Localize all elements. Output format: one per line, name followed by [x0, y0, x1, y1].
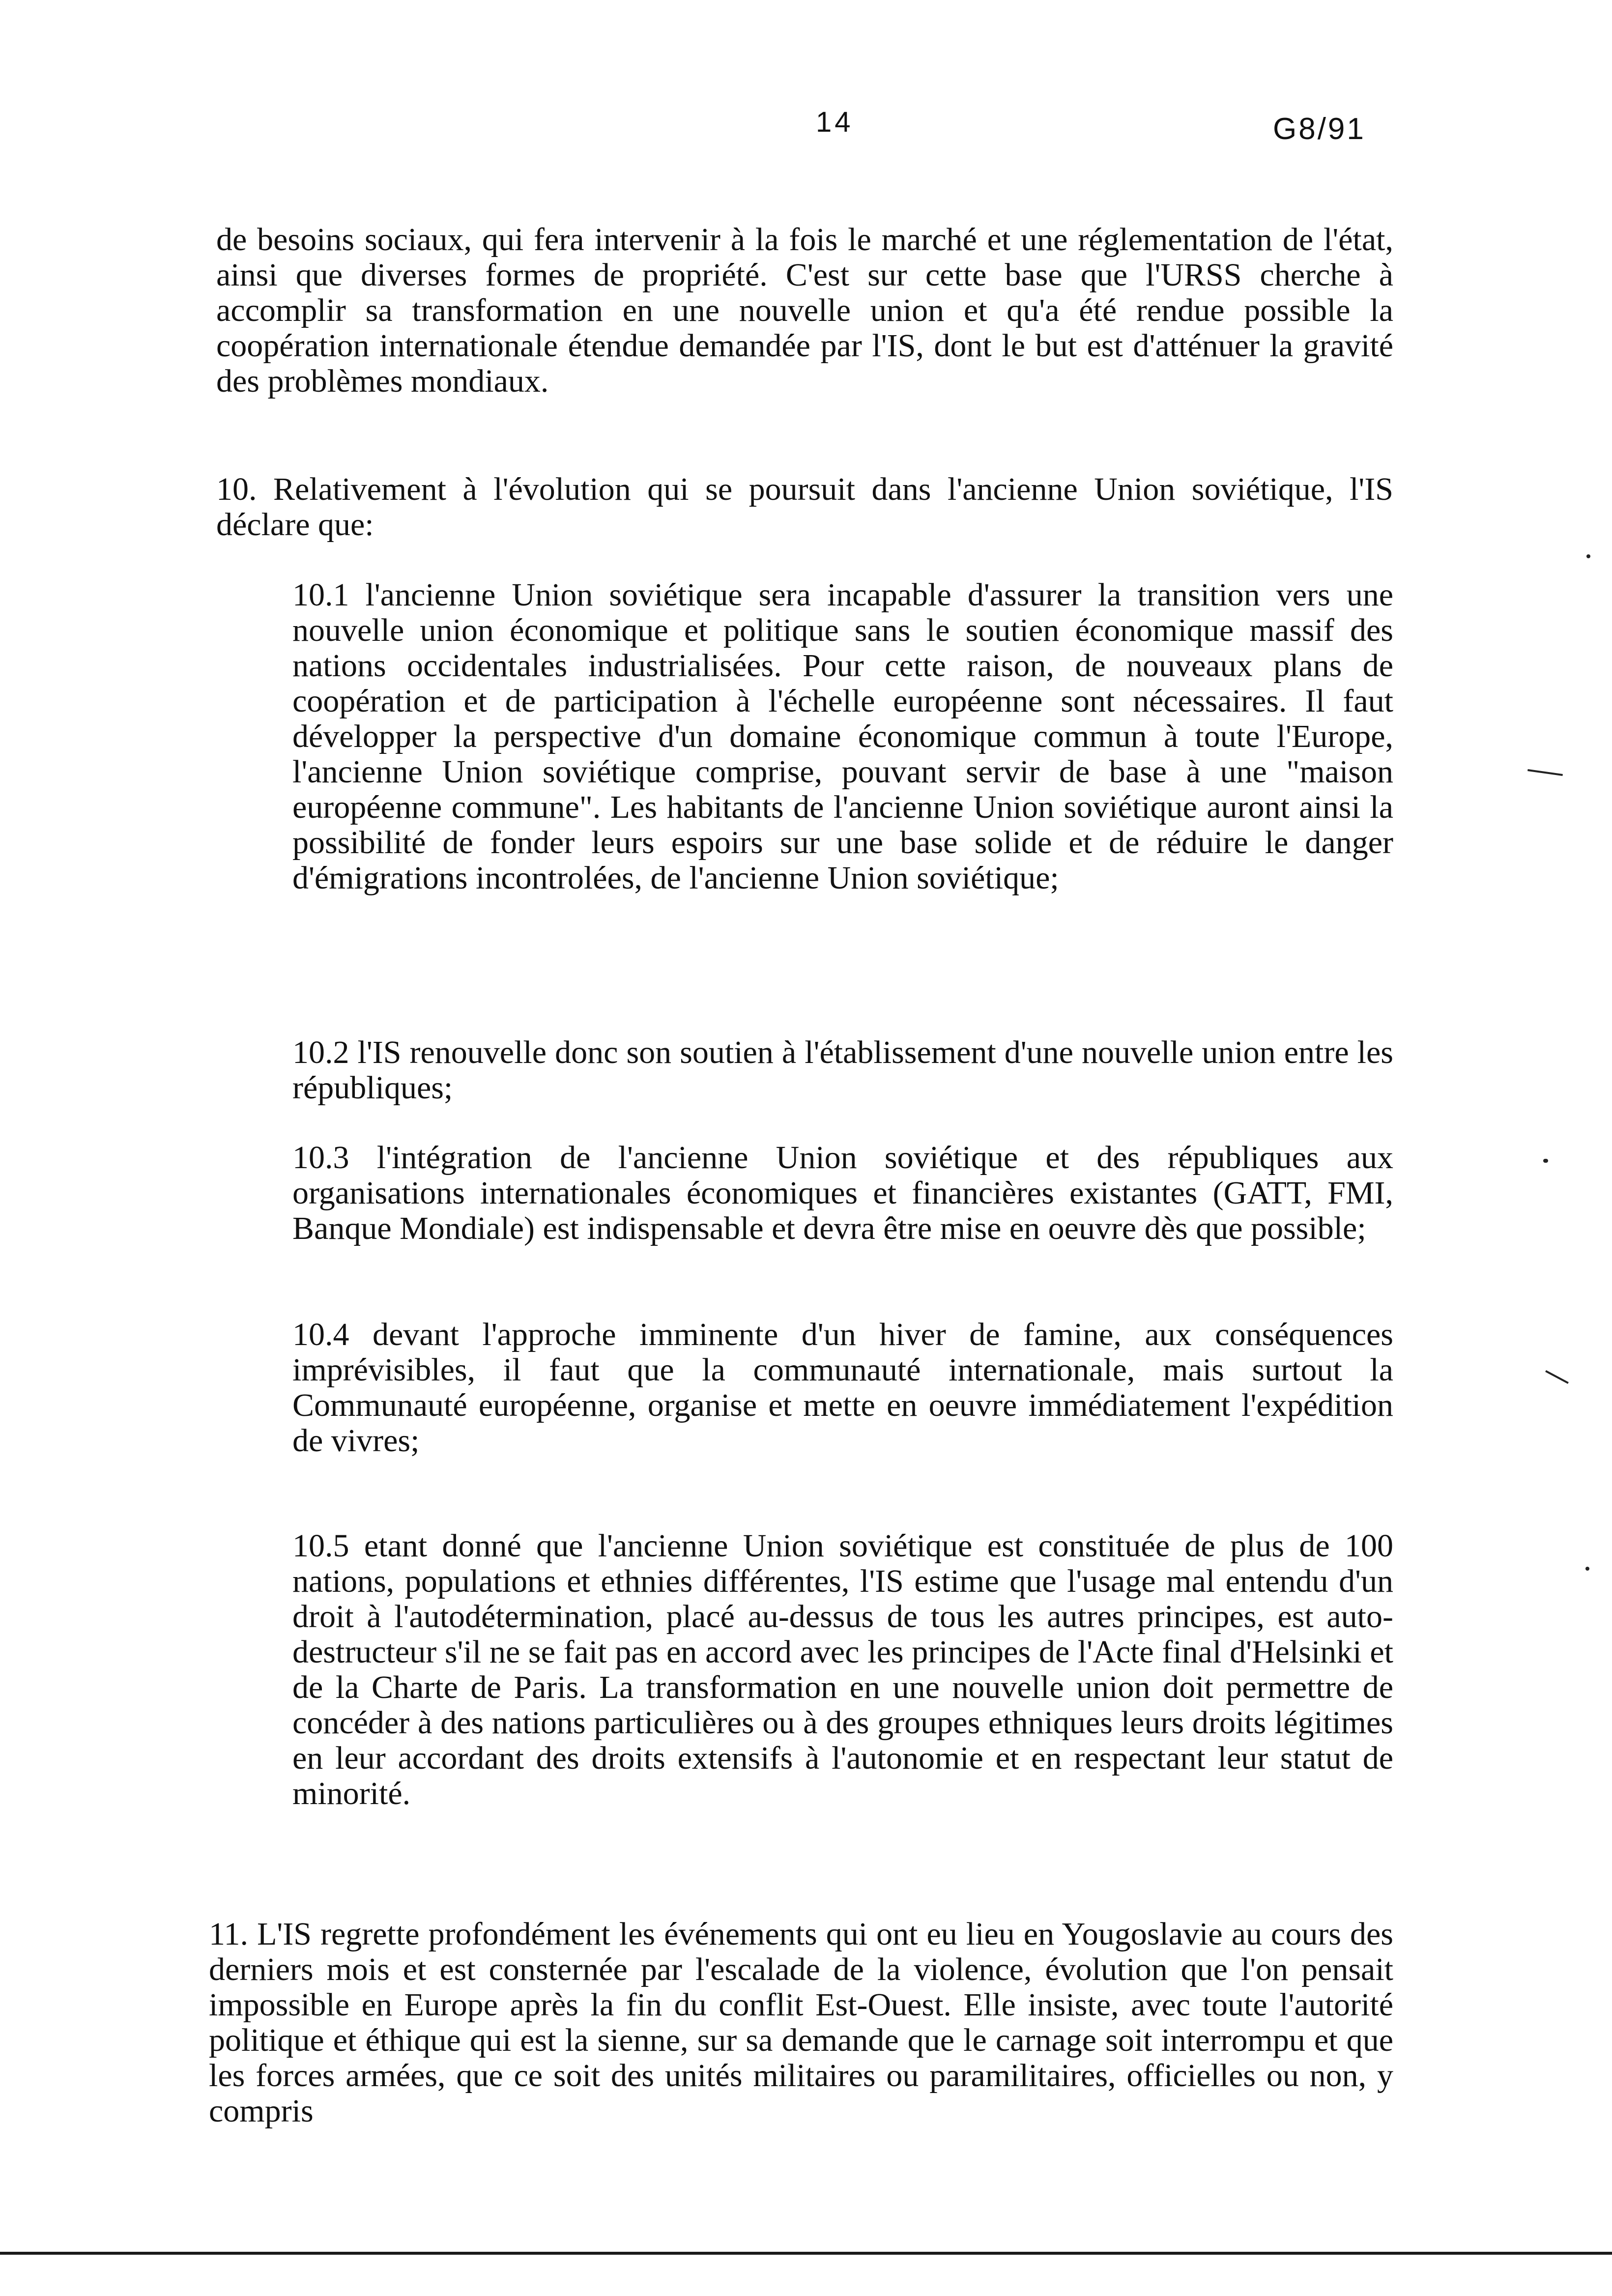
document-reference: G8/91 — [1273, 112, 1366, 146]
margin-mark — [1543, 1159, 1548, 1163]
paragraph-10-3: 10.3 l'intégration de l'ancienne Union soviétique et des républiques aux organisations internationales économiques et financières existantes (GATT, FMI, Banque Mondiale) est indispensable et devra être mise en oeuvre dès que possible; — [292, 1140, 1393, 1246]
bottom-rule — [0, 2252, 1612, 2255]
margin-mark — [1586, 554, 1590, 558]
paragraph-10-2: 10.2 l'IS renouvelle donc son soutien à l'établissement d'une nouvelle union entre les républiques; — [292, 1034, 1393, 1106]
margin-mark — [1545, 1370, 1569, 1384]
page-header — [0, 106, 1612, 150]
paragraph-10-4: 10.4 devant l'approche imminente d'un hiver de famine, aux conséquences imprévisibles, il faut que la communauté internationale, mais surtout la Communauté européenne, organise et mette en oeuvre immédiatement l'expédition de vivres; — [292, 1317, 1393, 1459]
page-number: 14 — [816, 106, 854, 138]
paragraph-10: 10. Relativement à l'évolution qui se poursuit dans l'ancienne Union soviétique, l'IS déclare que: — [216, 471, 1393, 543]
margin-mark — [1527, 769, 1563, 776]
margin-mark — [1585, 1567, 1589, 1571]
paragraph-10-1: 10.1 l'ancienne Union soviétique sera incapable d'assurer la transition vers une nouvelle union économique et politique sans le soutien économique massif des nations occidentales industrialisées. Pour cette raison, de nouveaux plans de coopération et de participation à l'échelle européenne sont nécessaires. Il faut développer la perspective d'un domaine économique commun à toute l'Europe, l'ancienne Union soviétique comprise, pouvant servir de base à une "maison européenne commune". Les habitants de l'ancienne Union soviétique auront ainsi la possibilité de fonder leurs espoirs sur une base solide et de réduire le danger d'émigrations incontrolées, de l'ancienne Union soviétique; — [292, 577, 1393, 896]
paragraph-11: 11. L'IS regrette profondément les événements qui ont eu lieu en Yougoslavie au cours des derniers mois et est consternée par l'escalade de la violence, évolution que l'on pensait impossible en Europe après la fin du conflit Est-Ouest. Elle insiste, avec toute l'autorité politique et éthique qui est la sienne, sur sa demande que le carnage soit interrompu et que les forces armées, que ce soit des unités militaires ou paramilitaires, officielles ou non, y compris — [209, 1916, 1393, 2129]
paragraph-10-5: 10.5 etant donné que l'ancienne Union soviétique est constituée de plus de 100 nations, populations et ethnies différentes, l'IS estime que l'usage mal entendu d'un droit à l'autodétermination, placé au-dessus de tous les autres principes, est auto-destructeur s'il ne se fait pas en accord avec les principes de l'Acte final d'Helsinki et de la Charte de Paris. La transformation en une nouvelle union doit permettre de concéder à des nations particulières ou à des groupes ethniques leurs droits légitimes en leur accordant des droits extensifs à l'autonomie et en respectant leur statut de minorité. — [292, 1528, 1393, 1811]
paragraph-intro: de besoins sociaux, qui fera intervenir à la fois le marché et une réglementation de l'état, ainsi que diverses formes de propriété. C'est sur cette base que l'URSS cherche à accomplir sa transformation en une nouvelle union et qu'a été rendue possible la coopération internationale étendue demandée par l'IS, dont le but est d'atténuer la gravité des problèmes mondiaux. — [216, 222, 1393, 399]
